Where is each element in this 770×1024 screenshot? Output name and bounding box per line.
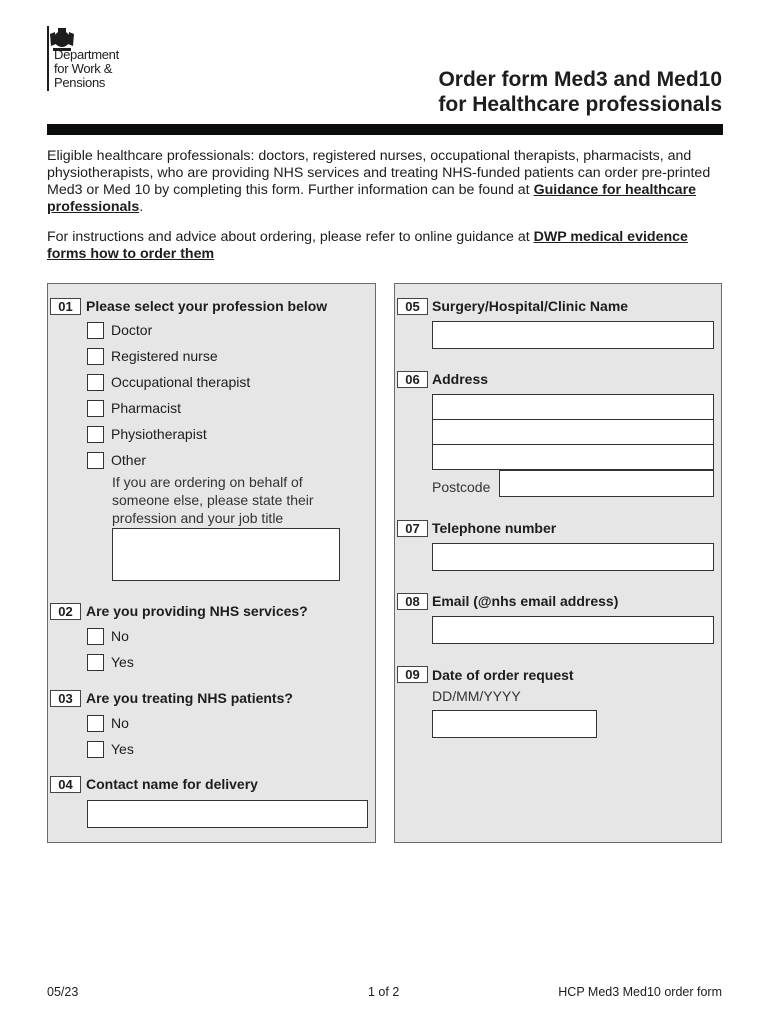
question-number: 07 — [397, 520, 428, 537]
checkbox-label: Registered nurse — [111, 348, 218, 364]
question-number: 05 — [397, 298, 428, 315]
date-format-hint: DD/MM/YYYY — [432, 688, 521, 704]
question-number: 06 — [397, 371, 428, 388]
question-number: 04 — [50, 776, 81, 793]
form-name: HCP Med3 Med10 order form — [558, 985, 722, 999]
checkbox-label: Occupational therapist — [111, 374, 251, 390]
other-profession-note — [112, 473, 314, 527]
order-date-question: Date of order request — [432, 667, 574, 683]
nhs-patients-no-checkbox[interactable] — [87, 715, 104, 732]
title-line: for Healthcare professionals — [438, 93, 722, 116]
checkbox-label: Doctor — [111, 322, 153, 338]
checkbox-label: Physiotherapist — [111, 426, 207, 442]
contact-name-question: Contact name for delivery — [86, 776, 258, 792]
nhs-services-yes-checkbox[interactable] — [87, 654, 104, 671]
department-name — [54, 48, 119, 90]
address-line-3-field[interactable] — [432, 444, 714, 470]
doctor-checkbox[interactable] — [87, 322, 104, 339]
checkbox-label: Yes — [111, 654, 134, 670]
page-number: 1 of 2 — [368, 985, 400, 999]
department-line: for Work & — [54, 61, 113, 76]
email-question: Email (@nhs email address) — [432, 593, 619, 609]
right-form-panel — [394, 283, 722, 843]
department-line: Department — [54, 47, 119, 62]
surgery-name-question: Surgery/Hospital/Clinic Name — [432, 298, 629, 314]
postcode-label: Postcode — [432, 479, 491, 495]
email-field[interactable] — [432, 616, 714, 644]
order-date-field[interactable] — [432, 710, 597, 738]
note-line: If you are ordering on behalf of — [112, 474, 303, 490]
question-number: 09 — [397, 666, 428, 683]
address-line-2-field[interactable] — [432, 419, 714, 445]
intro-end: . — [139, 199, 144, 215]
physiotherapist-checkbox[interactable] — [87, 426, 104, 443]
page-title — [438, 67, 722, 117]
surgery-name-field[interactable] — [432, 321, 714, 349]
occupational-therapist-checkbox[interactable] — [87, 374, 104, 391]
telephone-question: Telephone number — [432, 520, 557, 536]
question-number: 02 — [50, 603, 81, 620]
question-number: 08 — [397, 593, 428, 610]
nhs-services-no-checkbox[interactable] — [87, 628, 104, 645]
guidance-link[interactable]: Guidance for healthcare professionals — [47, 182, 696, 215]
question-number: 03 — [50, 690, 81, 707]
profession-question: Please select your profession below — [86, 298, 328, 314]
address-question: Address — [432, 371, 489, 387]
note-line: profession and your job title — [112, 510, 284, 526]
registered-nurse-checkbox[interactable] — [87, 348, 104, 365]
checkbox-label: Other — [111, 452, 147, 468]
checkbox-label: No — [111, 628, 129, 644]
nhs-patients-yes-checkbox[interactable] — [87, 741, 104, 758]
instructions-text: For instructions and advice about ordering, please refer to online guidance at — [47, 229, 534, 245]
other-profession-field[interactable] — [112, 528, 340, 581]
intro-paragraph — [47, 148, 727, 216]
contact-name-field[interactable] — [87, 800, 368, 828]
order-guidance-link[interactable]: DWP medical evidence forms how to order them — [47, 229, 688, 262]
nhs-services-question: Are you providing NHS services? — [86, 603, 308, 619]
pharmacist-checkbox[interactable] — [87, 400, 104, 417]
footer-date: 05/23 — [47, 985, 79, 999]
nhs-patients-question: Are you treating NHS patients? — [86, 690, 293, 706]
department-line: Pensions — [54, 75, 106, 90]
note-line: someone else, please state their — [112, 492, 314, 508]
checkbox-label: Yes — [111, 741, 134, 757]
title-line: Order form Med3 and Med10 — [438, 68, 722, 91]
left-form-panel — [47, 283, 376, 843]
postcode-field[interactable] — [499, 470, 714, 497]
checkbox-label: No — [111, 715, 129, 731]
checkbox-label: Pharmacist — [111, 400, 182, 416]
address-line-1-field[interactable] — [432, 394, 714, 420]
intro-text: Eligible healthcare professionals: doctors, registered nurses, occupational therapists, pharmacists, and physiotherapists, who are providing NHS services and treating NHS-funded patients can order pre-printed Med3 or Med 10 by completing this form. Further information can be found at — [47, 148, 711, 198]
header-rule — [47, 124, 723, 135]
other-checkbox[interactable] — [87, 452, 104, 469]
telephone-field[interactable] — [432, 543, 714, 571]
instructions-paragraph — [47, 229, 727, 263]
question-number: 01 — [50, 298, 81, 315]
